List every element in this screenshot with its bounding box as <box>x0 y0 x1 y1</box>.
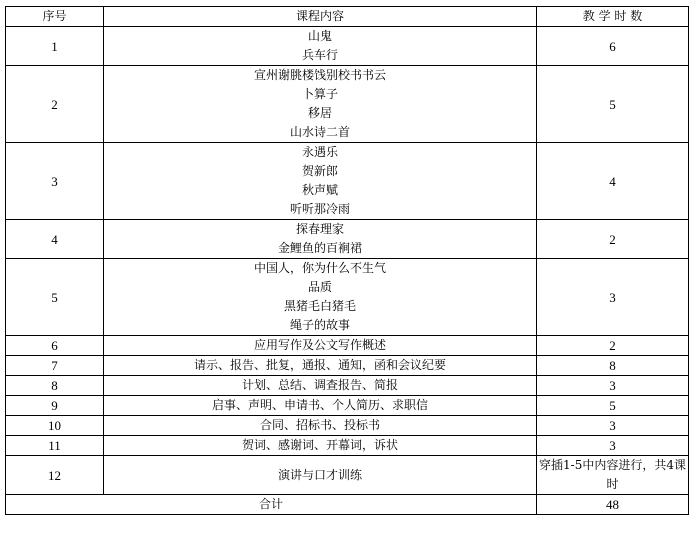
table-row <box>6 27 689 66</box>
row-index: 2 <box>6 66 104 143</box>
row-hours: 4 <box>537 143 689 220</box>
row-content <box>104 396 537 416</box>
content-line: 山鬼 <box>307 29 332 43</box>
table-row <box>6 356 689 376</box>
table-row <box>6 416 689 436</box>
course-hours-table <box>5 6 689 515</box>
total-row <box>6 495 689 515</box>
content-line: 移居 <box>307 106 332 120</box>
row-index: 5 <box>6 259 104 336</box>
content-line: 探春理家 <box>295 222 344 236</box>
content-line: 金鲤鱼的百裥裙 <box>277 241 362 255</box>
table-row <box>6 376 689 396</box>
content-line: 卜算子 <box>301 87 338 101</box>
content-line: 秋声赋 <box>301 183 338 197</box>
row-index: 4 <box>6 220 104 259</box>
row-hours: 3 <box>537 259 689 336</box>
row-content <box>104 436 537 456</box>
content-line: 贺词、感谢词、开幕词，诉状 <box>241 438 398 452</box>
table-row <box>6 456 689 495</box>
row-hours: 3 <box>537 416 689 436</box>
row-index: 3 <box>6 143 104 220</box>
content-line: 计划、总结、调查报告、简报 <box>241 378 398 392</box>
content-line: 听听那冷雨 <box>289 202 350 216</box>
content-line: 合同、招标书、投标书 <box>259 418 380 432</box>
row-index: 12 <box>6 456 104 495</box>
row-hours: 5 <box>537 66 689 143</box>
row-index: 1 <box>6 27 104 66</box>
row-index: 8 <box>6 376 104 396</box>
table-row <box>6 66 689 143</box>
content-line: 兵车行 <box>301 48 338 62</box>
header-content: 课程内容 <box>104 7 537 27</box>
total-value: 48 <box>537 495 689 515</box>
row-content <box>104 220 537 259</box>
content-line: 永遇乐 <box>301 145 338 159</box>
row-hours: 2 <box>537 336 689 356</box>
table-header-row <box>6 7 689 27</box>
row-content <box>104 376 537 396</box>
row-index: 7 <box>6 356 104 376</box>
row-index: 11 <box>6 436 104 456</box>
table-row <box>6 220 689 259</box>
row-index: 10 <box>6 416 104 436</box>
row-hours: 3 <box>537 376 689 396</box>
row-hours-note: 穿插1-5中内容进行，共4课时 <box>539 458 686 491</box>
row-hours: 6 <box>537 27 689 66</box>
row-index: 6 <box>6 336 104 356</box>
content-line: 中国人，你为什么不生气 <box>253 261 386 275</box>
table-row <box>6 143 689 220</box>
table-row <box>6 436 689 456</box>
row-content <box>104 66 537 143</box>
row-index: 9 <box>6 396 104 416</box>
table-row <box>6 259 689 336</box>
header-hours: 教 学 时 数 <box>537 7 689 27</box>
content-line: 山水诗二首 <box>289 125 350 139</box>
row-content <box>104 416 537 436</box>
content-line: 请示、报告、批复，通报、通知，函和会议纪要 <box>193 358 446 372</box>
content-line: 应用写作及公文写作概述 <box>253 338 386 352</box>
row-hours: 2 <box>537 220 689 259</box>
total-label: 合计 <box>6 495 537 515</box>
row-hours: 5 <box>537 396 689 416</box>
content-line: 黑猪毛白猪毛 <box>283 299 356 313</box>
row-content <box>104 456 537 495</box>
row-content <box>104 143 537 220</box>
row-content <box>104 336 537 356</box>
content-line: 启事、声明、申请书、个人简历、求职信 <box>211 398 428 412</box>
content-line: 品质 <box>307 280 332 294</box>
row-hours: 8 <box>537 356 689 376</box>
row-hours: 3 <box>537 436 689 456</box>
content-line: 宣州谢朓楼饯别校书书云 <box>253 68 386 82</box>
header-index: 序号 <box>6 7 104 27</box>
row-content <box>104 259 537 336</box>
row-content <box>104 356 537 376</box>
content-line: 绳子的故事 <box>289 318 350 332</box>
table-row <box>6 336 689 356</box>
table-row <box>6 396 689 416</box>
content-line: 演讲与口才训练 <box>277 467 362 482</box>
row-content <box>104 27 537 66</box>
content-line: 贺新郎 <box>301 164 338 178</box>
row-hours <box>537 456 689 495</box>
